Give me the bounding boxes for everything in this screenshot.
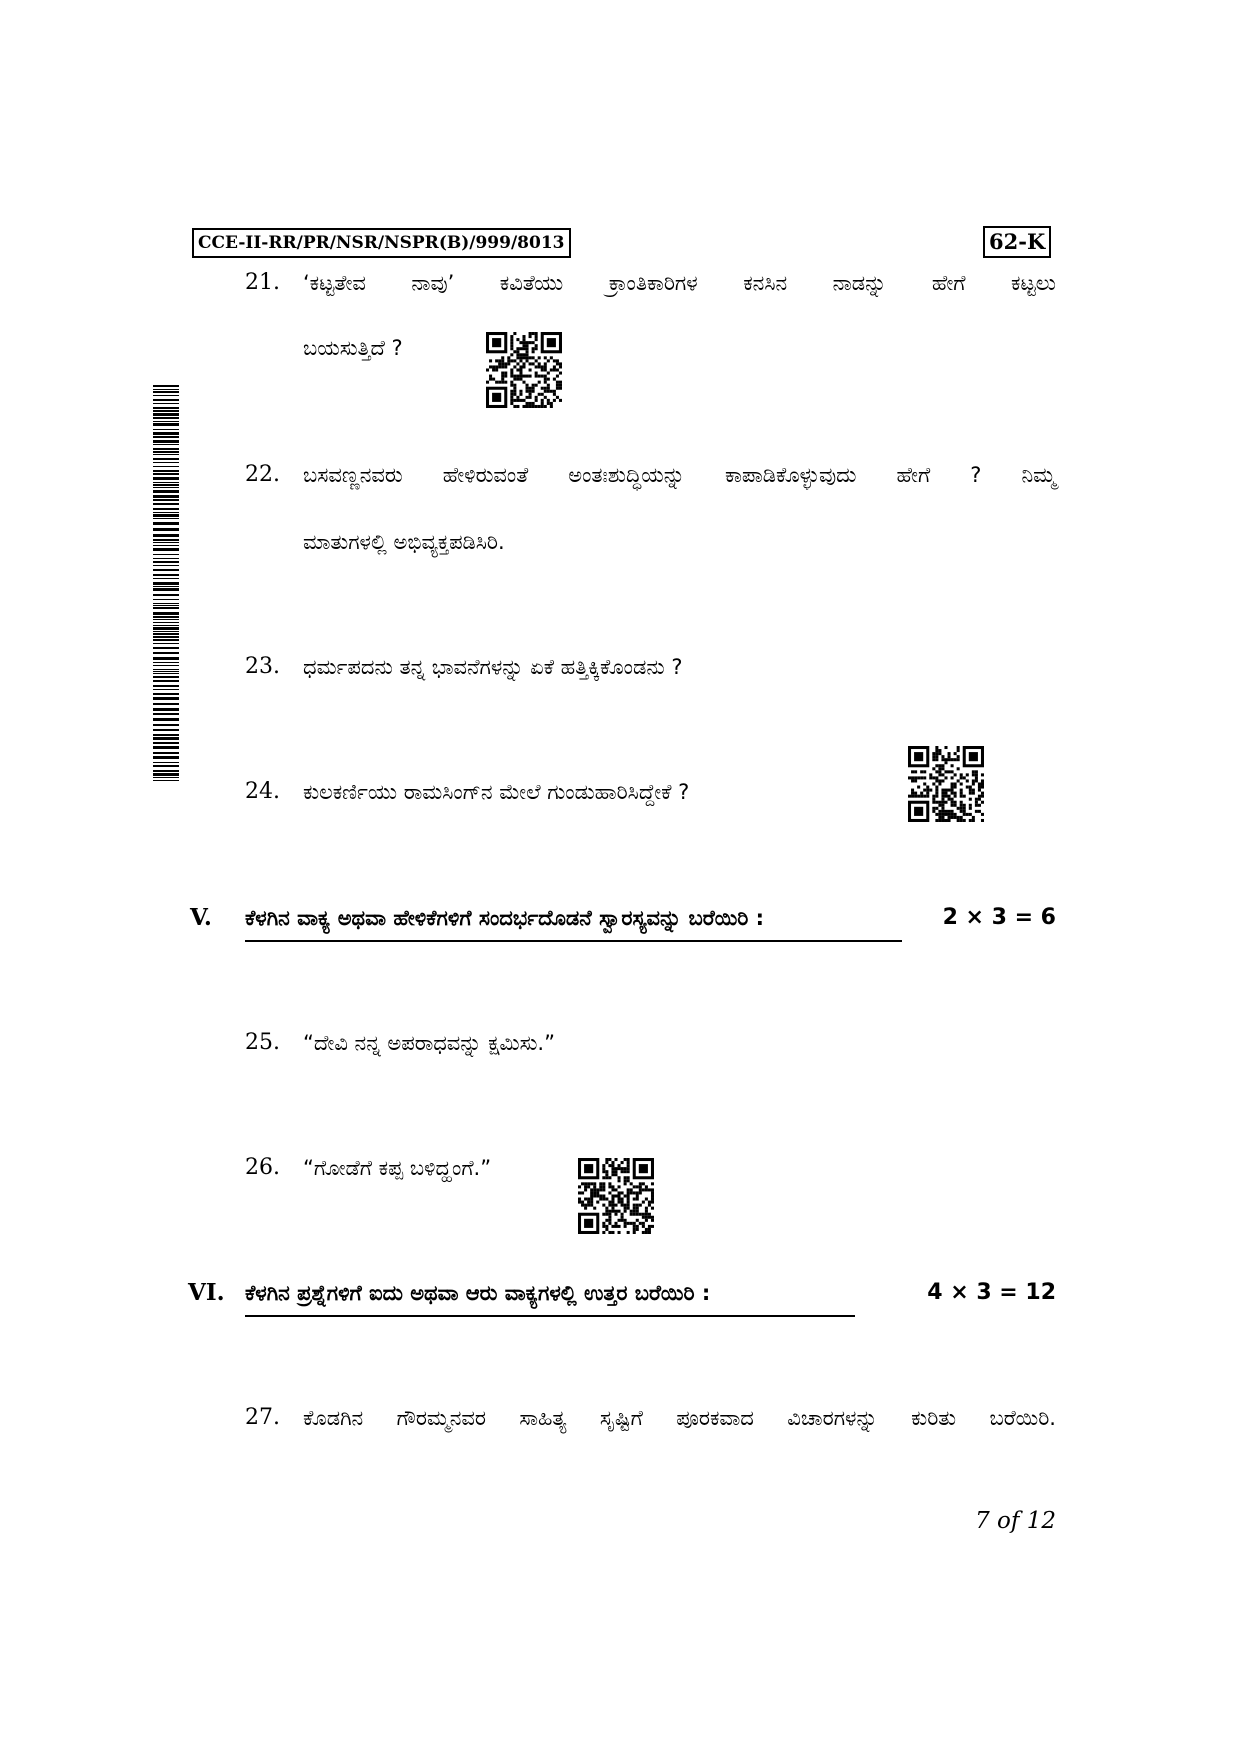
section-vi-marks: 4 × 3 = 12 <box>927 1280 1056 1305</box>
question-21-line1: ‘ಕಟ್ಟತೇವ ನಾವು’ ಕವಿತೆಯು ಕ್ರಾಂತಿಕಾರಿಗಳ ಕನಸಿನ ನಾಡನ್ನು ಹೇಗೆ ಕಟ್ಟಲು <box>303 271 1056 295</box>
question-23-number: 23. <box>245 654 280 679</box>
qr-code-icon <box>578 1158 654 1234</box>
question-21-line2: ಬಯಸುತ್ತಿದೆ ? <box>303 336 403 360</box>
question-23-text: ಧರ್ಮಪದನು ತನ್ನ ಭಾವನೆಗಳನ್ನು ಏಕೆ ಹತ್ತಿಕ್ಕಿಕೊಂಡನು ? <box>303 655 683 679</box>
question-26-number: 26. <box>245 1155 280 1180</box>
section-vi-instruction: ಕೆಳಗಿನ ಪ್ರಶ್ನೆಗಳಿಗೆ ಐದು ಅಥವಾ ಆರು ವಾಕ್ಯಗಳಲ್ಲಿ ಉತ್ತರ ಬರೆಯಿರಿ : <box>245 1281 711 1305</box>
barcode-icon <box>153 385 179 781</box>
section-vi-underline <box>245 1315 855 1317</box>
question-22-line2: ಮಾತುಗಳಲ್ಲಿ ಅಭಿವ್ಯಕ್ತಪಡಿಸಿರಿ. <box>303 530 505 554</box>
qr-code-icon <box>486 332 562 408</box>
exam-code: CCE-II-RR/PR/NSR/NSPR(B)/999/8013 <box>192 228 571 258</box>
question-25-number: 25. <box>245 1030 280 1055</box>
question-21-number: 21. <box>245 270 280 295</box>
section-vi-number: VI. <box>188 1279 225 1306</box>
qr-code-icon <box>908 746 984 822</box>
question-27-number: 27. <box>245 1405 280 1430</box>
question-24-number: 24. <box>245 779 280 804</box>
question-26-text: “ಗೋಡೆಗೆ ಕಪ್ಪ ಬಳಿದ್ಹಂಗೆ.” <box>303 1156 492 1180</box>
question-25-text: “ದೇವಿ ನನ್ನ ಅಪರಾಧವನ್ನು ಕ್ಷಮಿಸು.” <box>303 1031 555 1055</box>
paper-code: 62-K <box>983 226 1051 258</box>
page-number: 7 of 12 <box>975 1508 1056 1534</box>
section-v-marks: 2 × 3 = 6 <box>942 905 1056 930</box>
question-27-text: ಕೊಡಗಿನ ಗೌರಮ್ಮನವರ ಸಾಹಿತ್ಯ ಸೃಷ್ಟಿಗೆ ಪೂರಕವಾದ ವಿಚಾರಗಳನ್ನು ಕುರಿತು ಬರೆಯಿರಿ. <box>303 1406 1056 1430</box>
section-v-number: V. <box>190 904 212 931</box>
section-v-underline <box>245 940 902 942</box>
question-24-text: ಕುಲಕರ್ಣಿಯು ರಾಮಸಿಂಗ್‌ನ ಮೇಲೆ ಗುಂಡುಹಾರಿಸಿದ್ದೇಕೆ ? <box>303 780 690 804</box>
section-v-instruction: ಕೆಳಗಿನ ವಾಕ್ಯ ಅಥವಾ ಹೇಳಿಕೆಗಳಿಗೆ ಸಂದರ್ಭದೊಡನೆ ಸ್ವಾರಸ್ಯವನ್ನು ಬರೆಯಿರಿ : <box>245 906 765 930</box>
question-22-number: 22. <box>245 462 280 487</box>
question-22-line1: ಬಸವಣ್ಣನವರು ಹೇಳಿರುವಂತೆ ಅಂತಃಶುದ್ಧಿಯನ್ನು ಕಾಪಾಡಿಕೊಳ್ಳುವುದು ಹೇಗೆ ? ನಿಮ್ಮ <box>303 463 1056 487</box>
